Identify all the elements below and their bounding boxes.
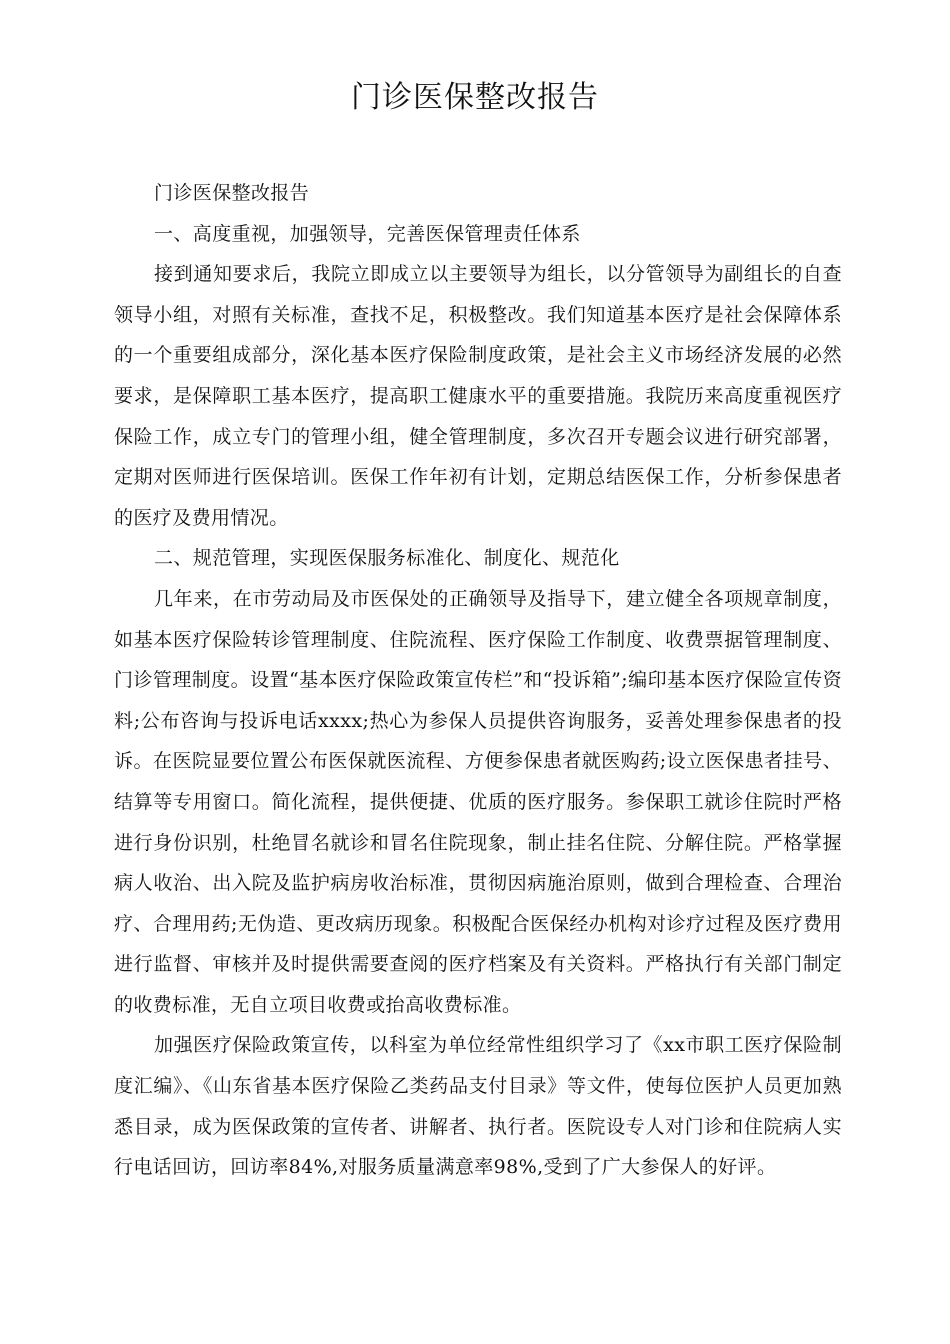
paragraph-publicity: 加强医疗保险政策宣传，以科室为单位经常性组织学习了《xx市职工医疗保险制度汇编》、《山东省基本医疗保险乙类药品支付目录》等文件，使每位医护人员更加熟悉目录，成为医保政策的宣传者、讲解者、执行者。医院设专人对门诊和住院病人实行电话回访，回访率84%,对服务质量满意率98%,受到了广大参保人的好评。 xyxy=(114,1034,842,1179)
document-body xyxy=(114,173,842,1188)
document-title: 门诊医保整改报告 xyxy=(351,80,599,115)
section-heading-2: 二、规范管理，实现医保服务标准化、制度化、规范化 xyxy=(154,547,620,570)
section-heading-1: 一、高度重视，加强领导，完善医保管理责任体系 xyxy=(154,222,581,245)
paragraph-section-1: 接到通知要求后，我院立即成立以主要领导为组长，以分管领导为副组长的自查领导小组，对照有关标准，查找不足，积极整改。我们知道基本医疗是社会保障体系的一个重要组成部分，深化基本医疗保险制度政策，是社会主义市场经济发展的必然要求，是保障职工基本医疗，提高职工健康水平的重要措施。我院历来高度重视医疗保险工作，成立专门的管理小组，健全管理制度，多次召开专题会议进行研究部署，定期对医师进行医保培训。医保工作年初有计划，定期总结医保工作，分析参保患者的医疗及费用情况。 xyxy=(114,263,842,529)
paragraph-subtitle: 门诊医保整改报告 xyxy=(154,182,310,204)
paragraph-section-2: 几年来，在市劳动局及市医保处的正确领导及指导下，建立健全各项规章制度，如基本医疗保险转诊管理制度、住院流程、医疗保险工作制度、收费票据管理制度、门诊管理制度。设置“基本医疗保险政策宣传栏”和“投诉箱”;编印基本医疗保险宣传资料;公布咨询与投诉电话xxxx;热心为参保人员提供咨询服务，妥善处理参保患者的投诉。在医院显要位置公布医保就医流程、方便参保患者就医购药;设立医保患者挂号、结算等专用窗口。简化流程，提供便捷、优质的医疗服务。参保职工就诊住院时严格进行身份识别，杜绝冒名就诊和冒名住院现象，制止挂名住院、分解住院。严格掌握病人收治、出入院及监护病房收治标准，贯彻因病施治原则，做到合理检查、合理治疗、合理用药;无伪造、更改病历现象。积极配合医保经办机构对诊疗过程及医疗费用进行监督、审核并及时提供需要查阅的医疗档案及有关资料。严格执行有关部门制定的收费标准，无自立项目收费或抬高收费标准。 xyxy=(114,587,842,1016)
